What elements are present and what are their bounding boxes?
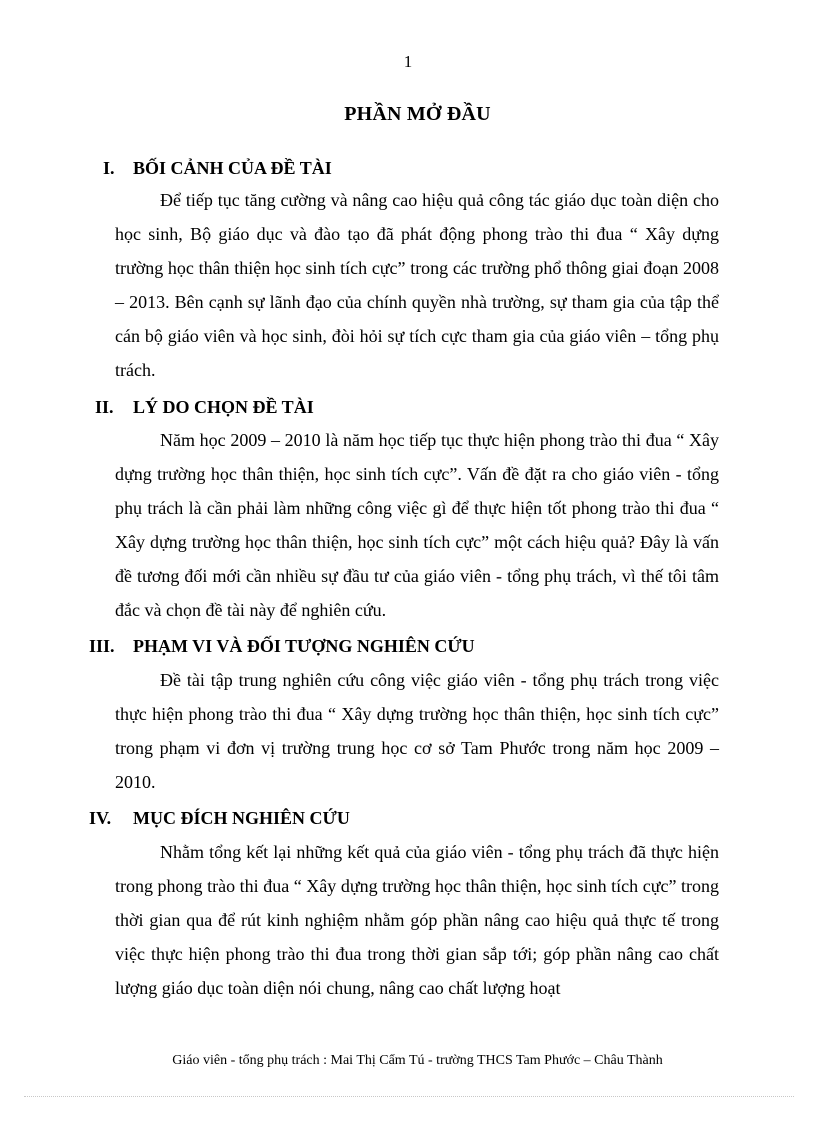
page-footer: Giáo viên - tổng phụ trách : Mai Thị Cẩm Tú - trường THCS Tam Phước – Châu Thành bbox=[172, 1053, 663, 1068]
section-paragraph-2: Năm học 2009 – 2010 là năm học tiếp tục thực hiện phong trào thi đua “ Xây dựng trường học thân thiện, học sinh tích cực”. Vấn đề đặt ra cho giáo viên - tổng phụ trách là cần phải làm những công việc gì để thực hiện tốt phong trào thi đua “ Xây dựng trường học thân thiện, học sinh tích cực” một cách hiệu quả? Đây là vấn đề tương đối mới cần nhiều sự đầu tư của giáo viên - tổng phụ trách, vì thế tôi tâm đắc và chọn đề tài này để nghiên cứu. bbox=[115, 430, 719, 620]
section-title: PHẠM VI VÀ ĐỐI TƯỢNG NGHIÊN CỨU bbox=[133, 636, 475, 656]
section-numeral: I. bbox=[103, 158, 115, 178]
section-numeral: II. bbox=[95, 397, 114, 417]
section-title: MỤC ĐÍCH NGHIÊN CỨU bbox=[133, 808, 350, 828]
section-numeral: III. bbox=[89, 636, 115, 656]
page-bottom-divider bbox=[24, 1096, 794, 1097]
section-paragraph-3: Đề tài tập trung nghiên cứu công việc giáo viên - tổng phụ trách trong việc thực hiện phong trào thi đua “ Xây dựng trường học thân thiện, học sinh tích cực” trong phạm vi đơn vị trường trung học cơ sở Tam Phước trong năm học 2009 – 2010. bbox=[115, 670, 719, 792]
section-title: LÝ DO CHỌN ĐỀ TÀI bbox=[133, 397, 314, 417]
section-numeral: IV. bbox=[89, 808, 112, 828]
section-title: BỐI CẢNH CỦA ĐỀ TÀI bbox=[133, 158, 332, 178]
section-paragraph-4: Nhằm tổng kết lại những kết quả của giáo viên - tổng phụ trách đã thực hiện trong phong trào thi đua “ Xây dựng trường học thân thiện, học sinh tích cực” trong thời gian qua để rút kinh nghiệm nhằm góp phần nâng cao hiệu quả thực tế trong việc thực hiện phong trào thi đua trong thời gian sắp tới; góp phần nâng cao chất lượng giáo dục toàn diện nói chung, nâng cao chất lượng hoạt bbox=[115, 842, 719, 998]
page-title: PHẦN MỞ ĐẦU bbox=[344, 103, 491, 125]
page-number: 1 bbox=[403, 52, 413, 71]
section-paragraph-1: Để tiếp tục tăng cường và nâng cao hiệu quả công tác giáo dục toàn diện cho học sinh, Bộ giáo dục và đào tạo đã phát động phong trào thi đua “ Xây dựng trường học thân thiện học sinh tích cực” trong các trường phổ thông giai đoạn 2008 – 2013. Bên cạnh sự lãnh đạo của chính quyền nhà trường, sự tham gia của tập thể cán bộ giáo viên và học sinh, đòi hỏi sự tích cực tham gia của giáo viên – tổng phụ trách. bbox=[115, 190, 719, 380]
